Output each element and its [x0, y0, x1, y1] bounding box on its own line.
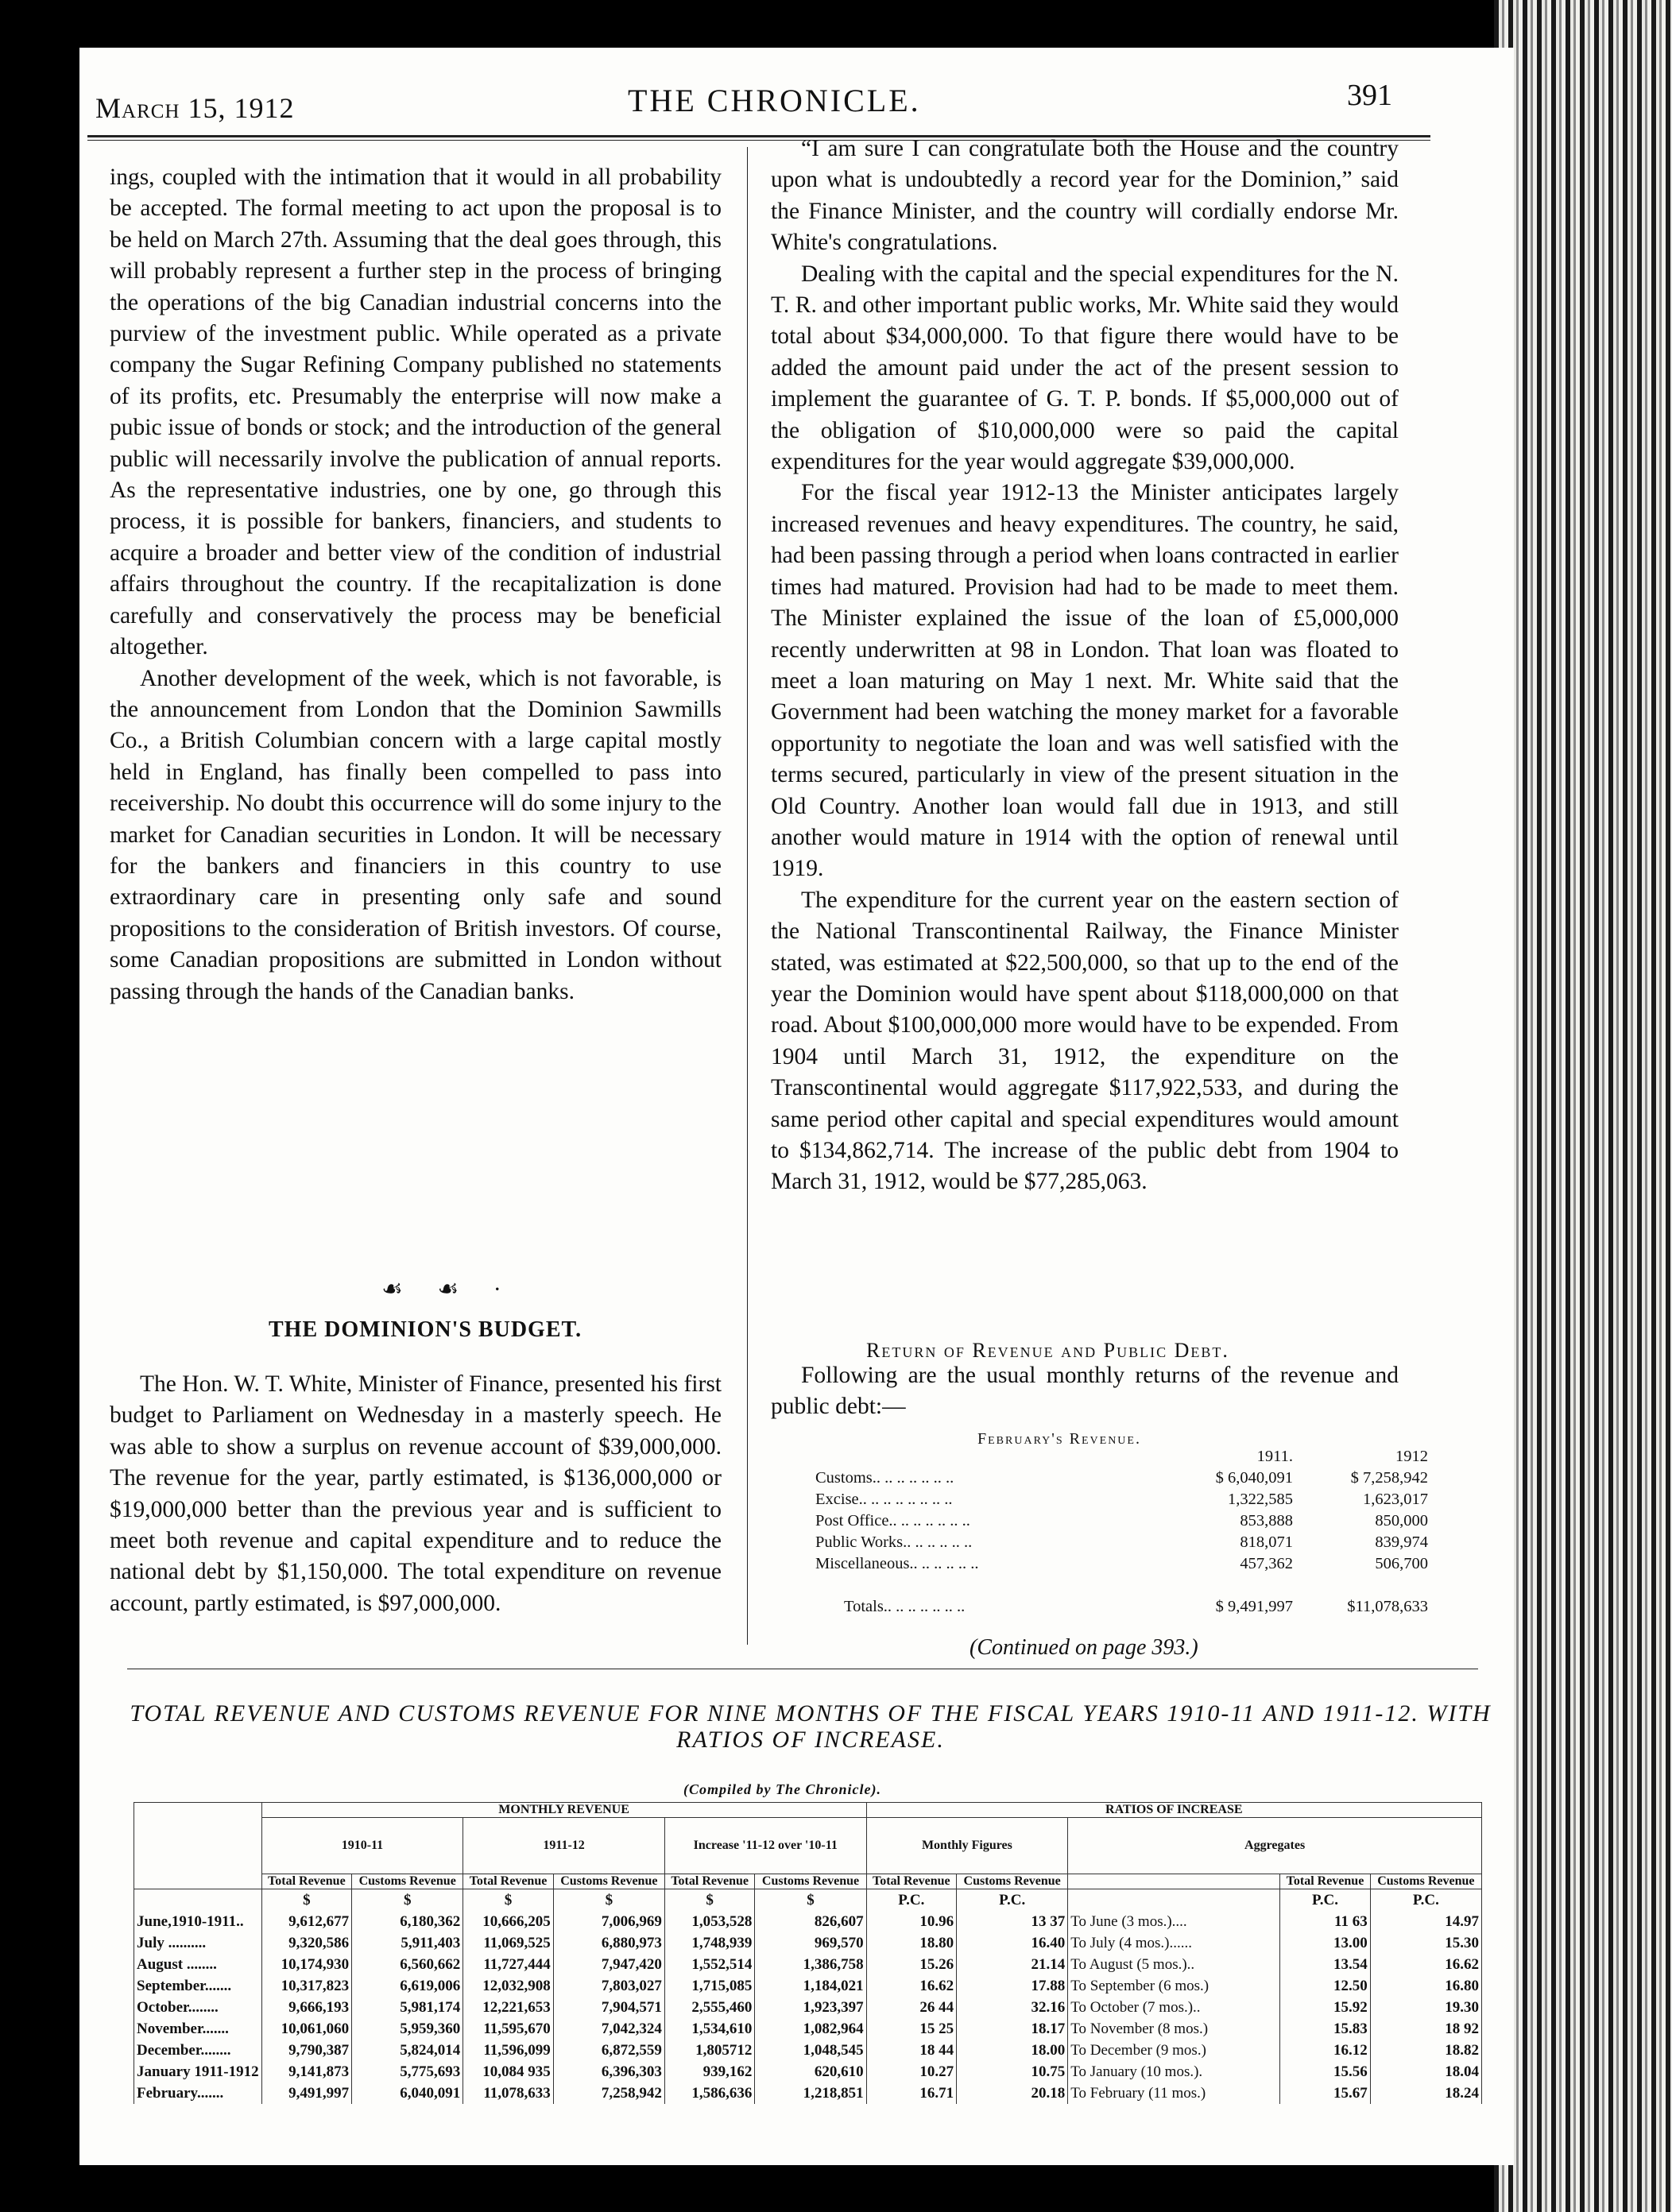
page-edges [1494, 0, 1672, 2212]
group-monthly-revenue: MONTHLY REVENUE [261, 1803, 866, 1818]
paragraph: ings, coupled with the intimation that it would in all probability be accepted. The formal meeting to act upon the proposal is to be held on March 27th. Assuming that the deal goes through, this will probably represent a further step in the process of bringing the operations of the big Canadian industrial concerns into the purview of the investment public. While operated as a private company the Sugar Refining Company published no statements of its profits, etc. Presumably the enterprise will now make a pubic issue of bonds or stock; and the introduction of the general public will necessarily involve the publication of annual reports. As the representative industries, one by one, go through this process, it is possible for bankers, financiers, and students to acquire a broader and better view of the condition of industrial affairs throughout the country. If the recapitalization is done carefully and conservatively the process may be beneficial altogether. [110, 164, 722, 660]
right-column [771, 133, 1399, 1198]
table-row: October........ 9,666,193 5,981,174 12,221,653 7,904,571 2,555,460 1,923,397 26 44 32.16 To October (7 mos.).. 15.92 19.30 [134, 1997, 1482, 2018]
table-row: Excise.. .. .. .. .. .. .. .. 1,322,585 1,623,017 [815, 1491, 1428, 1508]
table-row: July .......... 9,320,586 5,911,403 11,069,525 6,880,973 1,748,939 969,570 18.80 16.40 To July (4 mos.)...... 13.00 15.30 [134, 1932, 1482, 1954]
budget-heading: THE DOMINION'S BUDGET. [269, 1317, 582, 1342]
col-1912: 1912 [1395, 1448, 1428, 1465]
newspaper-page [79, 48, 1514, 2165]
section-ornament: ☙ ☙ · [381, 1276, 516, 1302]
table-row: August ........ 10,174,930 6,560,662 11,727,444 7,947,420 1,552,514 1,386,758 15.26 21.14 To August (5 mos.).. 13.54 16.62 [134, 1954, 1482, 1975]
column-divider [747, 147, 748, 1645]
table-row: December........ 9,790,387 5,824,014 11,596,099 6,872,559 1,805712 1,048,545 18 44 18.00 To December (9 mos.) 16.12 18.82 [134, 2040, 1482, 2061]
table-row: September....... 10,317,823 6,619,006 12,032,908 7,803,027 1,715,085 1,184,021 16.62 17.88 To September (6 mos.) 12.50 16.80 [134, 1975, 1482, 1997]
header-page-number: 391 [1347, 79, 1392, 112]
paragraph: Following are the usual monthly returns of the revenue and public debt:— [771, 1363, 1399, 1420]
paragraph: “I am sure I can congratulate both the House and the country upon what is undoubtedly a record year for the Dominion,” said the Finance Minister, and the country will cordially endorse Mr. White's congratulations. [771, 136, 1399, 256]
col-1911: 1911. [1256, 1448, 1293, 1465]
february-revenue-caption: February's Revenue. [977, 1430, 1141, 1448]
totals-row: Totals.. .. .. .. .. .. .. $ 9,491,997 $11,078,633 [844, 1598, 1428, 1615]
paragraph: Another development of the week, which is not favorable, is the announcement from London that the Dominion Sawmills Co., a British Columbian concern with a large capital mostly held in England, has finally been compelled to pass into receivership. No doubt this occurrence will do some injury to the market for Canadian securities in London. It will be necessary for the bankers and financiers in this country to use extraordinary care in presenting only safe and sound propositions to the consideration of British investors. Of course, some Canadian propositions are submitted in London without passing through the hands of the Canadian banks. [110, 665, 722, 1004]
table-row: Public Works.. .. .. .. .. .. 818,071 839,974 [815, 1533, 1428, 1551]
table-row: February....... 9,491,997 6,040,091 11,078,633 7,258,942 1,586,636 1,218,851 16.71 20.18 To February (11 mos.) 15.67 18.24 [134, 2082, 1482, 2104]
header-date: March 15, 1912 [95, 92, 295, 124]
budget-column [110, 1369, 722, 1619]
table-row: June,1910-1911.. 9,612,677 6,180,362 10,666,205 7,006,969 1,053,528 826,607 10.96 13 37 To June (3 mos.).... 11 63 14.97 [134, 1911, 1482, 1932]
table-row: November....... 10,061,060 5,959,360 11,595,670 7,042,324 1,534,610 1,082,964 15 25 18.17 To November (8 mos.) 15.83 18 92 [134, 2018, 1482, 2040]
table-title: TOTAL REVENUE AND CUSTOMS REVENUE FOR NINE MONTHS OF THE FISCAL YEARS 1910-11 AND 1911-12. WITH RATIOS OF INCREASE. [130, 1700, 1492, 1753]
paragraph: The Hon. W. T. White, Minister of Finance, presented his first budget to Parliament on Wednesday in a masterly speech. He was able to show a surplus on revenue account of $39,000,000. The revenue for the year, partly estimated, is $136,000,000 or $19,000,000 better than the previous year and is sufficient to meet both revenue and capital expenditure and to reduce the national debt by $1,150,000. The total expenditure on revenue account, partly estimated, is $97,000,000. [110, 1371, 722, 1616]
table-row: Miscellaneous.. .. .. .. .. .. 457,362 506,700 [815, 1555, 1428, 1572]
table-row: Customs.. .. .. .. .. .. .. $ 6,040,091 $ 7,258,942 [815, 1469, 1428, 1487]
left-column [110, 162, 722, 1007]
revenue-ratios-table: MONTHLY REVENUE RATIOS OF INCREASE 1910-11 1911-12 Increase '11-12 over '10-11 Monthly Figures Aggregates Total Revenue Customs Revenue Total Revenue Customs Revenue Total Revenue Customs Revenue Total Revenue Customs Revenue Total Revenue Customs Revenue $ $ $ $ $ $ P.C. P.C. P.C. P.C. June,1910-1911.. 9,612,677 6,180,362 10,666,205 7,006,969 1,053,528 826,607 10.96 13 37 To June (3 mos.).... 11 63 14.97 July .......... 9,320,586 5,911,403 11,069,525 6,880,973 1,748,939 969,570 18.80 16.40 To July (4 mos.)...... 13.00 15.30 August ........ 10,174,930 6,560,662 11,727,444 7,947,420 1,552,514 1,386,758 15.26 21.14 To August (5 mos.).. 13.54 16.62 September....... 10,317,823 6,619,006 12,032,908 7,803,027 1,715,085 1,184,021 16.62 17.88 To September (6 mos.) 12.50 16.80 October........ 9,666,193 5,981,174 12,221,653 7,904,571 2,555,460 1,923,397 26 44 32.16 To October (7 mos.).. 15.92 19.30 November....... 10,061,060 5,959,360 11,595,670 7,042,324 1,534,610 1,082,964 15 25 18.17 To November (8 mos.) 15.83 18 92 December........ 9,790,387 5,824,014 11,596,099 6,872,559 1,805712 1,048,545 18 44 18.00 To December (9 mos.) 16.12 18.82 January 1911-1912 9,141,873 5,775,693 10,084 935 6,396,303 939,162 620,610 10.27 10.75 To January (10 mos.). 15.56 18.04 February....... 9,491,997 6,040,091 11,078,633 7,258,942 1,586,636 1,218,851 16.71 20.18 To February (11 mos.) 15.67 18.24 [134, 1802, 1482, 2104]
paragraph: Dealing with the capital and the special expenditures for the N. T. R. and other important public works, Mr. White said they would total about $34,000,000. To that figure there would have to be added the amount paid under the act of the present session to implement the guarantee of G. T. P. bonds. If $5,000,000 out of the obligation of $10,000,000 were so paid the capital expenditures for the year would aggregate $39,000,000. [771, 261, 1399, 475]
table-row: Post Office.. .. .. .. .. .. .. 853,888 850,000 [815, 1512, 1428, 1529]
paragraph: The expenditure for the current year on the eastern section of the National Transcontinental Railway, the Finance Minister stated, was estimated at $22,500,000, so that up to the end of the year the Dominion would have spent about $118,000,000 on that road. About $100,000,000 more would have to be expended. From 1904 until March 31, 1912, the expenditure on the Transcontinental would aggregate $117,922,533, and during the same period other capital and special expenditures would amount to $134,862,714. The increase of the public debt from 1904 to March 31, 1912, would be $77,285,063. [771, 887, 1399, 1195]
returns-intro [771, 1360, 1399, 1423]
table-compiled-note: (Compiled by The Chronicle). [683, 1781, 881, 1797]
group-ratios: RATIOS OF INCREASE [866, 1803, 1481, 1818]
returns-heading: Return of Revenue and Public Debt. [866, 1339, 1229, 1362]
continued-note: (Continued on page 393.) [970, 1635, 1198, 1660]
paragraph: For the fiscal year 1912-13 the Minister anticipates largely increased revenues and heavy expenditures. The country, he said, had been passing through a period when loans contracted in earlier times had matured. Provision had had to be made to meet them. The Minister explained the issue of the loan of £5,000,000 recently underwritten at 98 in London. That loan was floated to meet a loan maturing on May 1 next. Mr. White said that the Government had been watching the money market for a favorable opportunity to negotiate the loan and was well satisfied with the terms secured, particularly in view of the present situation in the Old Country. Another loan would fall due in 1913, and still another would mature in 1914 with the option of renewal until 1919. [771, 480, 1399, 882]
table-row: January 1911-1912 9,141,873 5,775,693 10,084 935 6,396,303 939,162 620,610 10.27 10.75 To January (10 mos.). 15.56 18.04 [134, 2061, 1482, 2082]
header-title: THE CHRONICLE. [628, 83, 921, 118]
february-revenue-table [815, 1446, 1428, 1618]
